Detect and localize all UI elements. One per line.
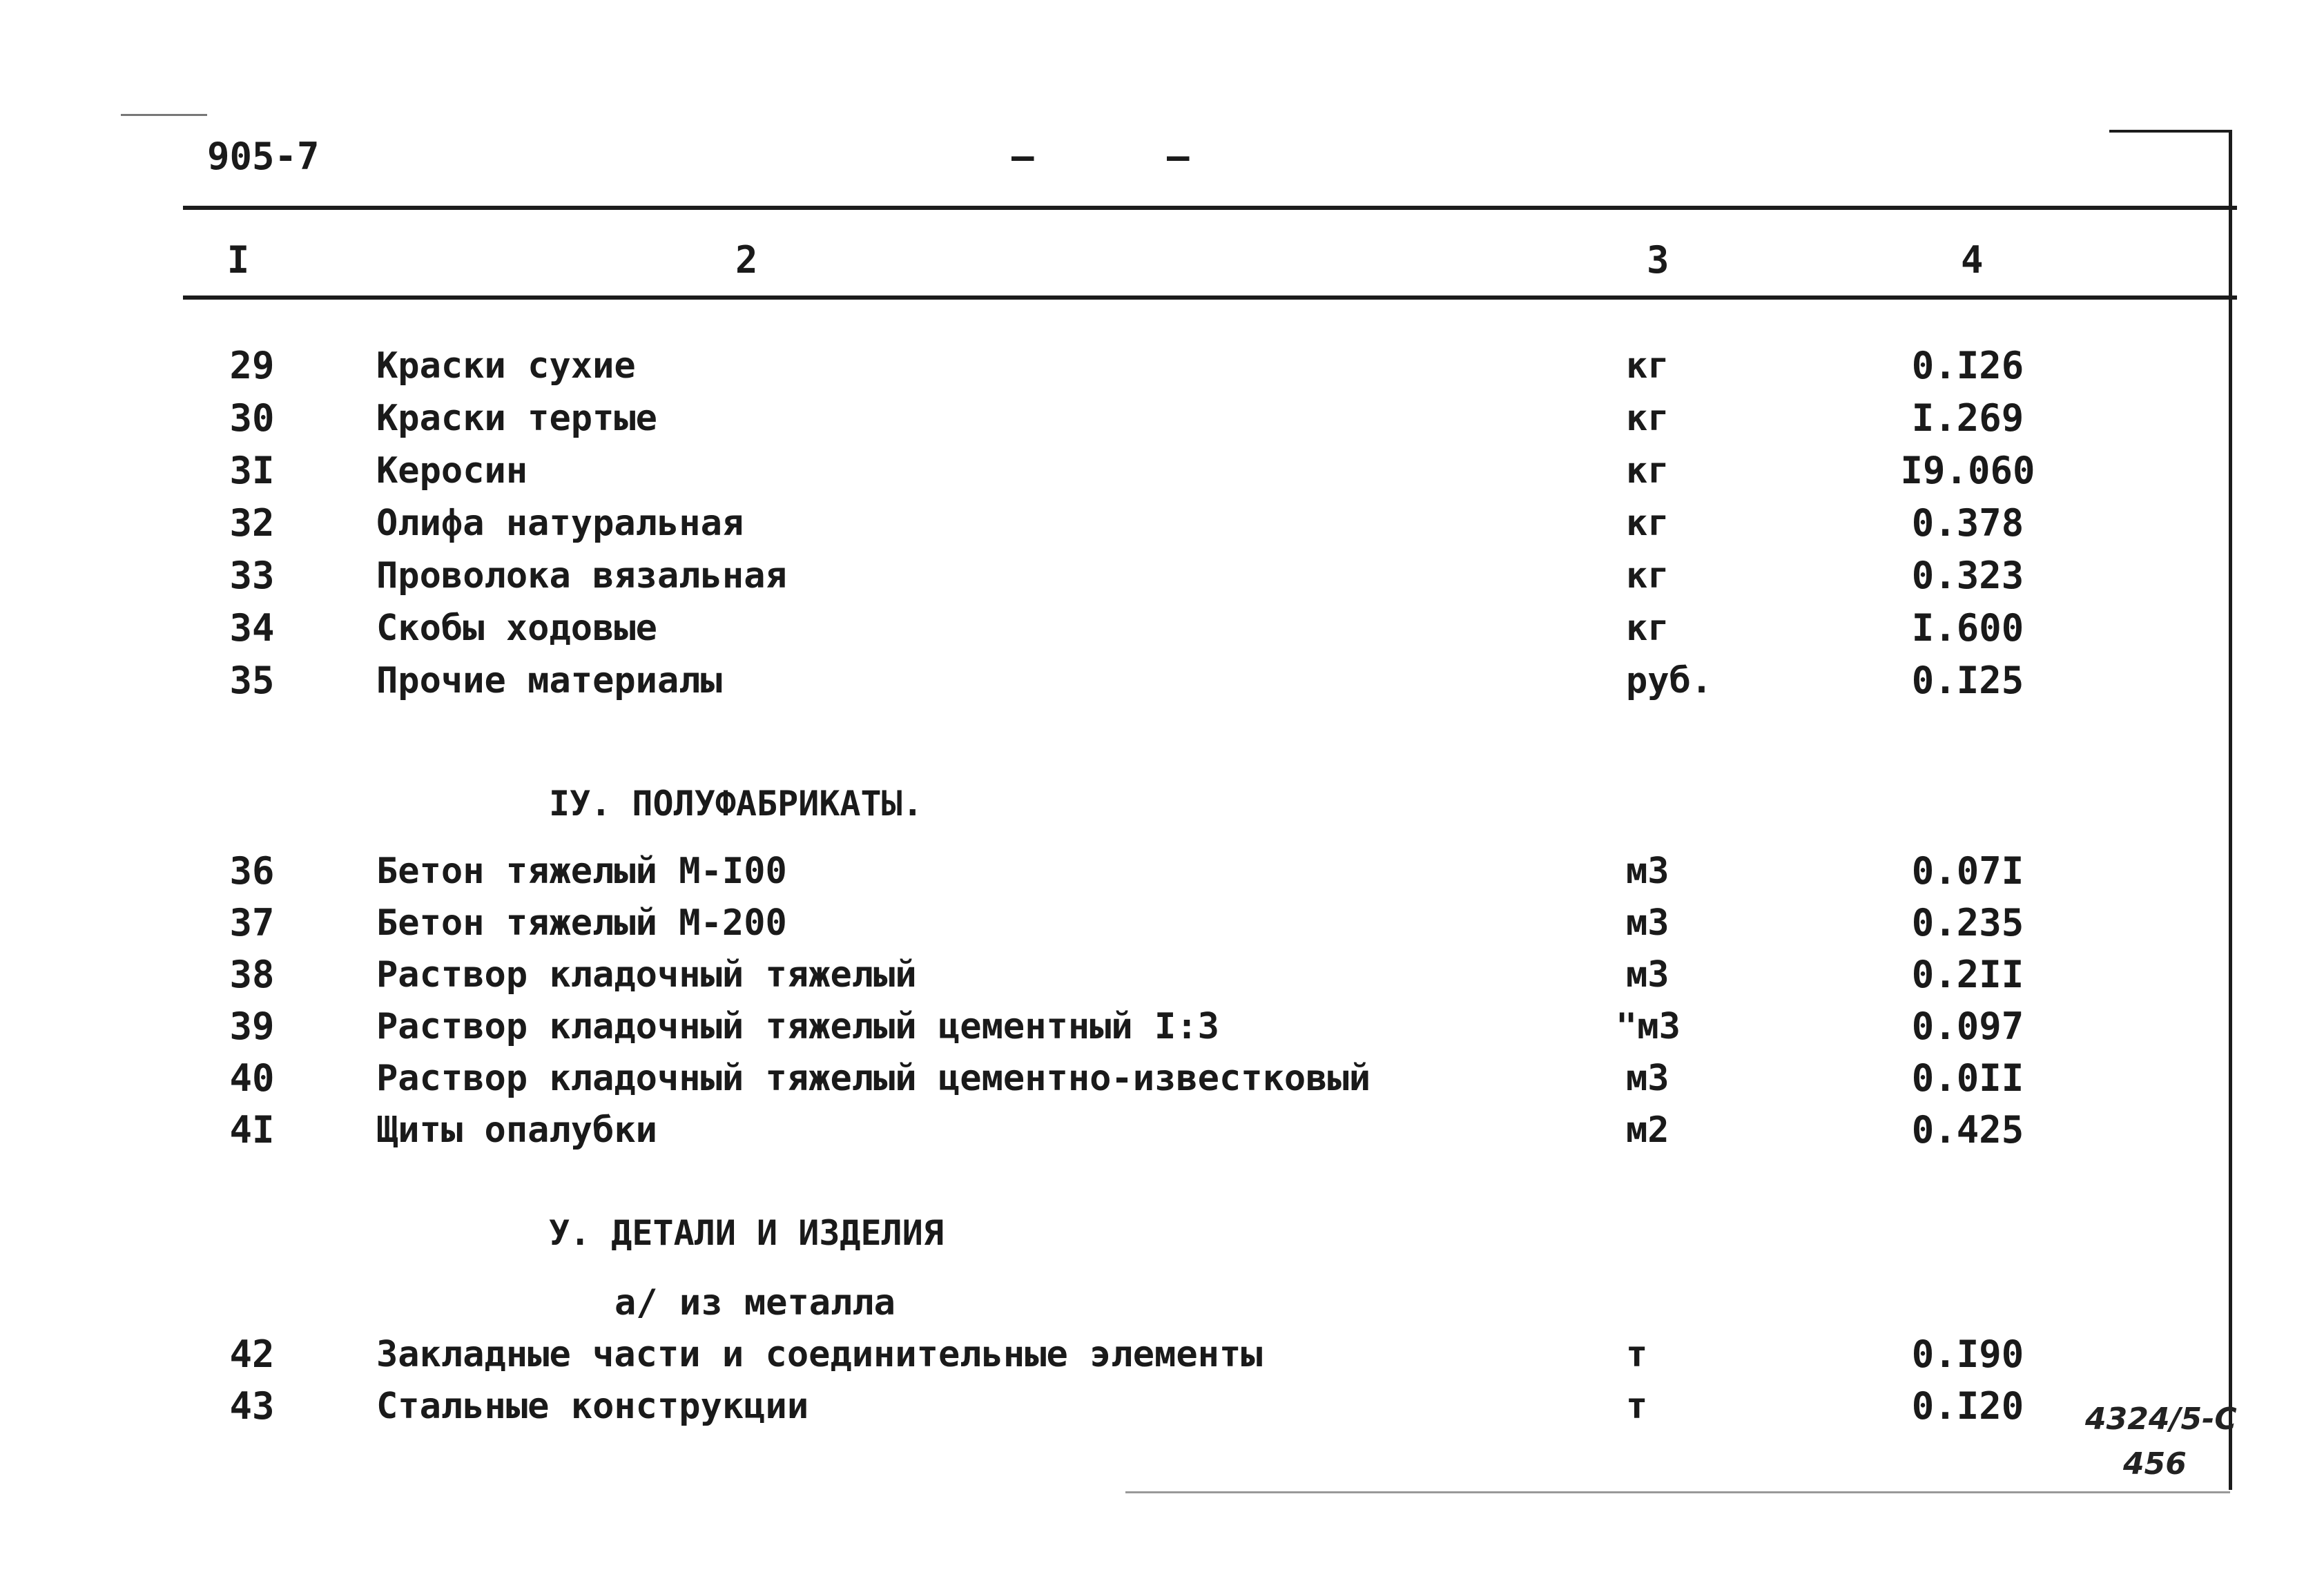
row-number: 39 (229, 1005, 275, 1048)
row-quantity: 0.2II (1911, 953, 2024, 996)
section-heading-parts: У. ДЕТАЛИ И ИЗДЕЛИЯ (549, 1213, 944, 1253)
top-rule (183, 206, 2237, 210)
row-unit: м3 (1626, 902, 1669, 944)
column-header-4: 4 (1961, 238, 1984, 282)
row-unit: т (1626, 1386, 1648, 1427)
row-name: Раствор кладочный тяжелый (376, 954, 917, 996)
row-name: Щиты опалубки (376, 1109, 657, 1151)
row-quantity: 0.I26 (1911, 344, 2024, 387)
row-number: 40 (229, 1056, 275, 1100)
row-name: Керосин (376, 450, 528, 492)
row-unit: м3 (1626, 851, 1669, 892)
header-mark-1: – (1011, 135, 1034, 178)
row-quantity: I9.060 (1900, 449, 2035, 492)
row-name: Олифа натуральная (376, 503, 744, 544)
row-unit: кг (1626, 555, 1669, 597)
row-number: 4I (229, 1108, 275, 1152)
row-quantity: 0.378 (1911, 501, 2024, 545)
row-quantity: I.600 (1911, 606, 2024, 650)
row-name: Краски тертые (376, 398, 657, 439)
document-code: 905-7 (207, 135, 320, 178)
subsection-heading-metal: а/ из металла (614, 1282, 895, 1324)
row-number: 36 (229, 849, 275, 893)
row-number: 3I (229, 449, 275, 492)
row-unit: кг (1626, 608, 1669, 649)
row-name: Проволока вязальная (376, 555, 787, 597)
row-unit: м2 (1626, 1109, 1669, 1151)
row-number: 35 (229, 659, 275, 702)
scan-dash-left (121, 114, 207, 116)
row-quantity: 0.235 (1911, 901, 2024, 944)
row-quantity: I.269 (1911, 396, 2024, 440)
row-name: Закладные части и соединительные элементы (376, 1334, 1263, 1375)
row-quantity: 0.I90 (1911, 1332, 2024, 1376)
row-name: Раствор кладочный тяжелый цементный I:3 (376, 1006, 1219, 1047)
row-number: 30 (229, 396, 275, 440)
column-header-1: I (226, 238, 250, 282)
row-name: Скобы ходовые (376, 608, 657, 649)
row-unit: руб. (1626, 660, 1713, 701)
row-unit: т (1626, 1334, 1648, 1375)
row-number: 42 (229, 1332, 275, 1376)
row-number: 37 (229, 901, 275, 944)
row-unit: м3 (1626, 954, 1669, 996)
section-heading-semi-finished: IУ. ПОЛУФАБРИКАТЫ. (549, 784, 923, 824)
archive-stamp-page: 456 (2123, 1446, 2187, 1482)
row-quantity: 0.097 (1911, 1005, 2024, 1048)
row-name: Раствор кладочный тяжелый цементно-известковый (376, 1058, 1371, 1099)
header-bottom-rule (183, 295, 2237, 300)
row-unit: кг (1626, 450, 1669, 492)
row-name: Краски сухие (376, 345, 636, 387)
row-unit: м3 (1626, 1058, 1669, 1099)
archive-stamp-code: 4324/5-С (2085, 1402, 2237, 1437)
bottom-scan-line (1125, 1491, 2230, 1493)
row-number: 34 (229, 606, 275, 650)
row-number: 38 (229, 953, 275, 996)
row-quantity: 0.I20 (1911, 1384, 2024, 1428)
column-header-3: 3 (1647, 238, 1669, 282)
row-name: Бетон тяжелый М-200 (376, 902, 787, 944)
row-name: Бетон тяжелый М-I00 (376, 851, 787, 892)
row-number: 33 (229, 554, 275, 597)
right-border (2229, 130, 2232, 1490)
row-quantity: 0.I25 (1911, 659, 2024, 702)
row-unit: кг (1626, 345, 1669, 387)
right-top-tick (2109, 130, 2231, 133)
row-name: Прочие материалы (376, 660, 722, 701)
row-number: 29 (229, 344, 275, 387)
row-quantity: 0.0II (1911, 1056, 2024, 1100)
row-number: 32 (229, 501, 275, 545)
row-unit: кг (1626, 503, 1669, 544)
column-header-2: 2 (735, 238, 758, 282)
row-unit: "м3 (1616, 1006, 1681, 1047)
row-quantity: 0.07I (1911, 849, 2024, 893)
row-quantity: 0.323 (1911, 554, 2024, 597)
row-unit: кг (1626, 398, 1669, 439)
row-quantity: 0.425 (1911, 1108, 2024, 1152)
header-mark-2: – (1167, 135, 1190, 178)
row-name: Стальные конструкции (376, 1386, 809, 1427)
row-number: 43 (229, 1384, 275, 1428)
